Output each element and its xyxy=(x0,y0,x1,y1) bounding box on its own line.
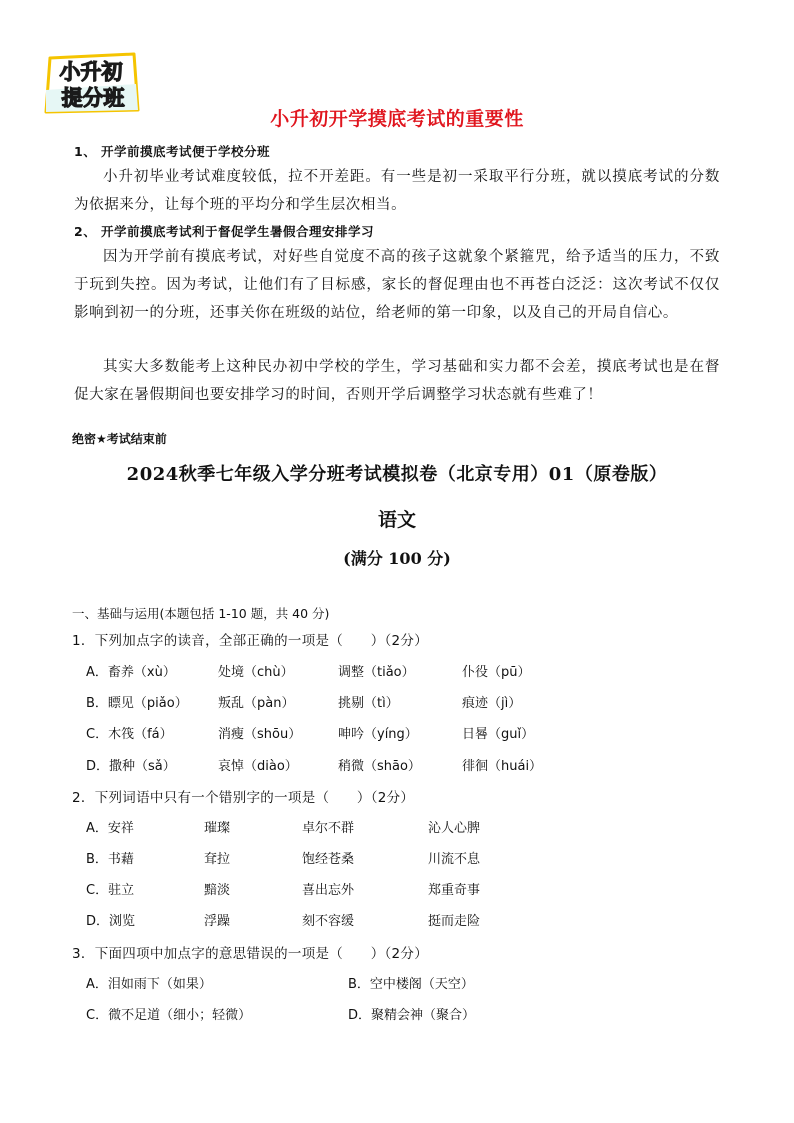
option-text: 日晷（guǐ） xyxy=(462,727,535,742)
question-1-stem: 1．下列加点字的读音，全部正确的一项是（ ）（2分） xyxy=(72,633,429,649)
option-text: B．空中楼阁（天空） xyxy=(348,977,474,992)
question-2-stem: 2．下列词语中只有一个错别字的一项是（ ）（2分） xyxy=(72,790,415,806)
point2-body-1: 因为开学前有摸底考试，对好些自觉度不高的孩子这就象个紧箍咒，给予适当的压力，不致于玩到失控。因为考试，让他们有了目标感，家长的督促理由也不再苍白泛泛：这次考试不仅仅影响到初一的分班，还事关你在班级的站位，给老师的第一印象，以及自己的开局自信心。 xyxy=(74,249,720,321)
option-text: 郑重奇事 xyxy=(428,883,481,898)
option-text: 调整（tiǎo） xyxy=(338,665,415,680)
option-text: 黯淡 xyxy=(204,883,231,898)
option-text: 哀悼（diào） xyxy=(218,759,298,774)
option-text: 叛乱（pàn） xyxy=(218,696,295,711)
option-text: C．驻立 xyxy=(86,883,135,898)
option-text: 刻不容缓 xyxy=(302,914,355,929)
secret-label: 绝密★考试结束前 xyxy=(72,432,167,446)
intro-title: 小升初开学摸底考试的重要性 xyxy=(270,108,524,130)
option-text: 挑剔（tì） xyxy=(338,696,399,711)
option-text: 沁人心脾 xyxy=(428,821,481,836)
option-text: C．木筏（fá） xyxy=(86,727,173,742)
option-text: 呻吟（yíng） xyxy=(338,727,418,742)
option-text: 饱经苍桑 xyxy=(302,852,355,867)
option-text: 卓尔不群 xyxy=(302,821,355,836)
option-text: B．瞟见（piǎo） xyxy=(86,696,188,711)
option-text: 璀璨 xyxy=(204,821,231,836)
exam-subject: 语文 xyxy=(377,509,416,531)
point1-body: 小升初毕业考试难度较低，拉不开差距。有一些是初一采取平行分班，就以摸底考试的分数为依据来分，让每个班的平均分和学生层次相当。 xyxy=(74,169,720,213)
point1-heading: 1、 开学前摸底考试便于学校分班 xyxy=(74,144,271,159)
exam-score: (满分 100 分) xyxy=(343,549,451,568)
option-text: 挺而走险 xyxy=(428,914,481,929)
option-text: 浮躁 xyxy=(204,914,231,929)
option-text: C．微不足道（细小；轻微） xyxy=(86,1008,252,1023)
option-text: 仆役（pū） xyxy=(462,665,531,680)
option-text: 稍微（shāo） xyxy=(338,759,421,774)
logo-text-bottom: 提分班 xyxy=(61,86,125,110)
point2-body-2: 其实大多数能考上这种民办初中学校的学生，学习基础和实力都不会差，摸底考试也是在督促大家在暑假期间也要安排学习的时间，否则开学后调整学习状态就有些难了！ xyxy=(74,359,720,403)
option-text: 川流不息 xyxy=(428,852,481,867)
option-text: 喜出忘外 xyxy=(302,883,355,898)
exam-title: 2024秋季七年级入学分班考试模拟卷（北京专用）01（原卷版） xyxy=(126,464,668,485)
option-text: 处境（chù） xyxy=(218,665,294,680)
option-text: 徘徊（huái） xyxy=(462,759,543,774)
section-heading: 一、基础与运用(本题包括 1-10 题，共 40 分) xyxy=(72,606,330,621)
option-text: D．浏览 xyxy=(86,914,136,929)
option-text: 耷拉 xyxy=(204,852,231,867)
option-text: 消瘦（shōu） xyxy=(218,727,302,742)
option-text: A．安祥 xyxy=(86,821,134,836)
point2-heading: 2、 开学前摸底考试利于督促学生暑假合理安排学习 xyxy=(74,224,375,239)
option-text: A．畜养（xù） xyxy=(86,665,176,680)
question-3-stem: 3．下面四项中加点字的意思错误的一项是（ ）（2分） xyxy=(72,946,429,962)
option-text: D．撒种（sǎ） xyxy=(86,759,176,774)
logo-text-top: 小升初 xyxy=(59,60,123,84)
option-text: D．聚精会神（聚合） xyxy=(348,1008,476,1023)
option-text: B．书藉 xyxy=(86,852,134,867)
option-text: 痕迹（jì） xyxy=(462,696,522,711)
option-text: A．泪如雨下（如果） xyxy=(86,977,212,992)
